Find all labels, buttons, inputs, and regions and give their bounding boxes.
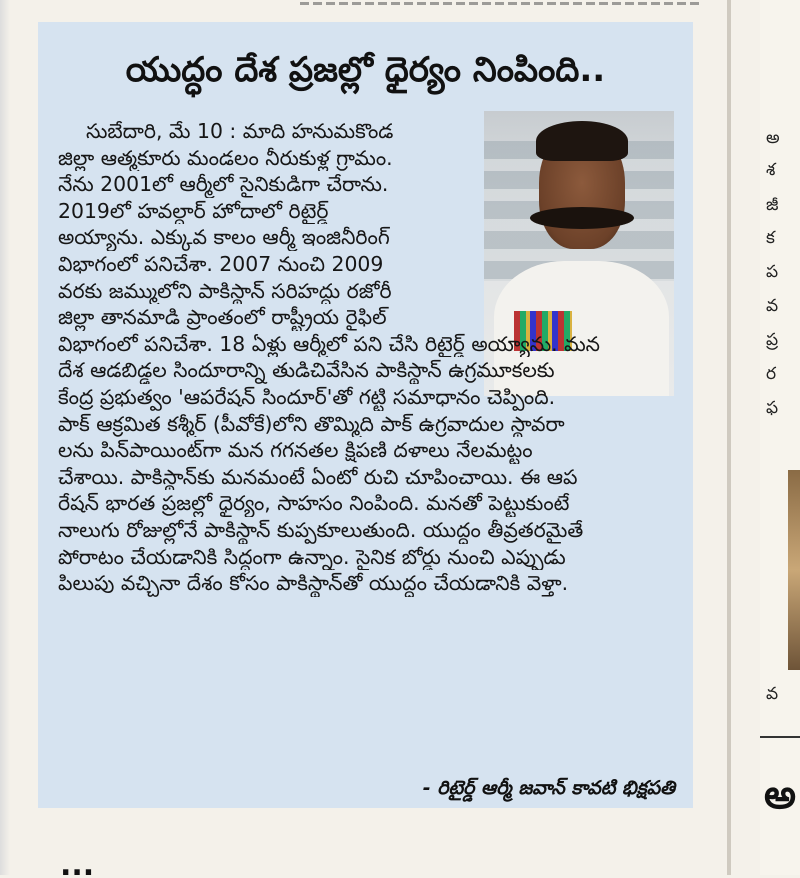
body-line: నాలుగు రోజుల్లోనే పాకిస్థాన్ కుప్పకూలుతుంది. యుద్ధం తీవ్రతరమైతే (58, 517, 584, 542)
article-body (58, 118, 678, 597)
next-article-headline: ... (60, 848, 95, 878)
adjacent-column-text: శ (766, 160, 776, 180)
body-line: దేశ ఆడబిడ్డల సిందూరాన్ని తుడిచివేసిన పాకిస్థాన్ ఉగ్రమూకలకు (58, 358, 555, 383)
body-line: చేశాయి. పాకిస్థాన్‌కు మనమంటే ఏంటో రుచి చూపించాయి. ఈ ఆప (58, 464, 578, 489)
adjacent-column (760, 0, 800, 875)
body-line: లను పిన్‌పాయింట్‌గా మన గగనతల క్షిపణి దళాలు నేలమట్టం (58, 438, 533, 463)
body-line: పాక్ ఆక్రమిత కశ్మీర్ (పీవోకే)లోని తొమ్మిది పాక్ ఉగ్రవాదుల స్థావరా (58, 411, 565, 436)
body-line: వరకు జమ్ములోని పాకిస్థాన్ సరిహద్దు రజోరీ (58, 278, 392, 303)
body-line: పోరాటం చేయడానికి సిద్ధంగా ఉన్నాం. సైనిక బోర్డు నుంచి ఎప్పుడు (58, 544, 566, 569)
body-line: అయ్యాను. ఎక్కువ కాలం ఆర్మీ ఇంజినీరింగ్ (58, 225, 390, 250)
body-line: విభాగంలో పనిచేశా. 18 ఏళ్లు ఆర్మీలో పని చేసి రిటైర్డ్ అయ్యాను. మన (58, 331, 601, 356)
adjacent-column-text: క (766, 228, 775, 248)
adjacent-column-text: ప్ర (766, 330, 779, 350)
column-divider (727, 0, 731, 875)
body-line: విభాగంలో పనిచేశా. 2007 నుంచి 2009 (58, 251, 384, 276)
body-line: రేషన్ భారత ప్రజల్లో ధైర్యం, సాహసం నింపింది. మనతో పెట్టుకుంటే (58, 491, 570, 516)
adjacent-photo (788, 470, 800, 670)
article-headline: యుద్ధం దేశ ప్రజల్లో ధైర్యం నింపింది.. (125, 50, 606, 90)
adjacent-caption: వ (766, 684, 779, 704)
body-line: పిలుపు వచ్చినా దేశం కోసం పాకిస్థాన్‌తో యుద్ధం చేయడానికి వెళ్తా. (58, 571, 569, 596)
page-left-edge (0, 0, 10, 875)
body-line: జిల్లా ఆత్మకూరు మండలం నీరుకుళ్ల గ్రామం. (58, 145, 393, 170)
body-line: నేను 2001లో ఆర్మీలో సైనికుడిగా చేరాను. (58, 172, 389, 197)
article-box (38, 22, 693, 808)
body-line: సుబేదారి, మే 10 : మాది హనుమకొండ (86, 119, 394, 143)
adjacent-column-text: జీ (766, 195, 779, 215)
body-line: 2019లో హవల్దార్ హోదాలో రిటైర్డ్ (58, 198, 329, 223)
adjacent-column-text: ఫ (766, 398, 779, 418)
adjacent-column-text: ప (766, 262, 779, 282)
cut-off-top-text (300, 0, 700, 8)
body-line: జిల్లా తానమాడి ప్రాంతంలో రాష్ట్రీయ రైఫిల్ (58, 305, 387, 330)
adjacent-rule (760, 736, 800, 738)
adjacent-headline: అ (764, 772, 796, 818)
adjacent-column-text: అ (766, 128, 780, 148)
body-line: కేంద్ర ప్రభుత్వం 'ఆపరేషన్ సిందూర్'తో గట్టి సమాధానం చెప్పింది. (58, 384, 556, 409)
article-signature: - రిటైర్డ్ ఆర్మీ జవాన్ కావటి భిక్షపతి (422, 777, 675, 799)
adjacent-column-text: ర (766, 364, 777, 384)
adjacent-column-text: వ (766, 296, 779, 316)
